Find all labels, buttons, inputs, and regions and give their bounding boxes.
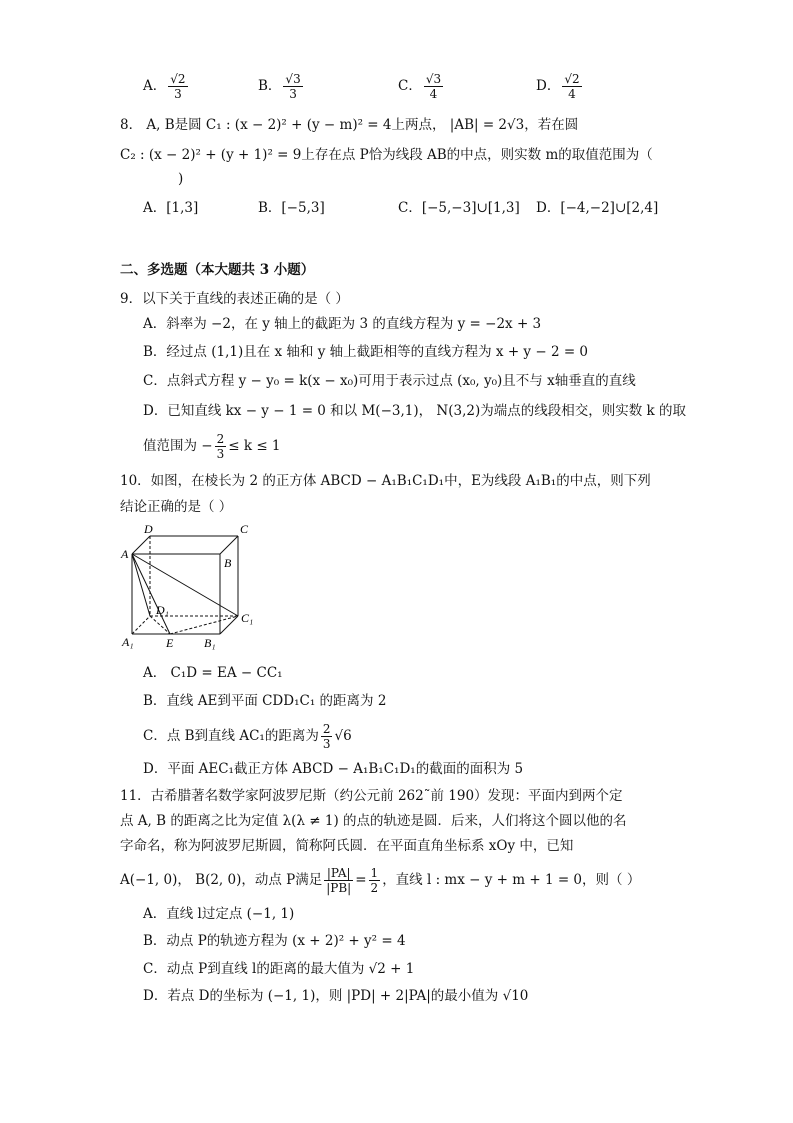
q8-line-3: ) <box>178 171 184 187</box>
q9-option-a: A．斜率为 −2，在 y 轴上的截距为 3 的直线方程为 y = −2x + 3 <box>143 316 542 332</box>
q7-option-d: D． $\frac{√2}{4}$ <box>536 72 580 101</box>
edge-CB <box>220 536 238 554</box>
q8-option-d: D．[−4,−2]∪[2,4] <box>536 200 659 216</box>
q10-stem-2: 结论正确的是（ ） <box>120 499 233 515</box>
line-EC1 <box>170 616 238 634</box>
cube-diagram <box>120 522 260 652</box>
q9-option-d-continued: 值范围为 − $\frac{2}{3}$ ≤ k ≤ 1 <box>143 432 281 461</box>
line-D1E <box>150 616 170 634</box>
q7-option-b: B． $\frac{√3}{3}$ <box>258 72 301 101</box>
q11-option-a: A．直线 l过定点 (−1, 1) <box>143 906 295 922</box>
q9-option-c: C．点斜式方程 y − y₀ = k(x − x₀)可用于表示过点 (x₀, y₀)且不与 x轴垂直的直线 <box>143 373 636 389</box>
q11-line-4: A(−1, 0)， B(2, 0)，动点 P满足 $\frac{|PA|}{|PB|}$ = $\frac{1}{2}$ ，直线 l : mx − y + m + 1 = 0，则（ ） <box>120 866 641 895</box>
label-D1: D₁ <box>156 603 169 617</box>
label-E: E <box>166 636 174 650</box>
q10-option-a: A． C₁D = EA − CC₁ <box>143 665 283 681</box>
q9-option-b: B．经过点 (1,1)且在 x 轴和 y 轴上截距相等的直线方程为 x + y − 2 = 0 <box>143 344 589 360</box>
q10-option-d: D．平面 AEC₁截正方体 ABCD − A₁B₁C₁D₁的截面的面积为 5 <box>143 761 524 777</box>
q11-option-b: B．动点 P的轨迹方程为 (x + 2)² + y² = 4 <box>143 933 406 949</box>
label-A: A <box>121 547 129 561</box>
label-D: D <box>144 522 153 536</box>
q7-option-a: A． $\frac{√2}{3}$ <box>143 72 186 101</box>
cube-figure <box>120 522 260 652</box>
q11-line-1: 11．古希腊著名数学家阿波罗尼斯（约公元前 262˜前 190）发现：平面内到两个定 <box>120 788 623 804</box>
q9-stem: 9．以下关于直线的表述正确的是（ ） <box>120 291 349 307</box>
q10-stem-1: 10．如图，在棱长为 2 的正方体 ABCD − A₁B₁C₁D₁中，E为线段 A₁B₁的中点，则下列 <box>120 473 651 489</box>
q8-option-b: B．[−5,3] <box>258 200 325 216</box>
q8-line-1: 8． A, B是圆 C₁ : (x − 2)² + (y − m)² = 4上两点， |AB| = 2√3，若在圆 <box>120 117 579 133</box>
q11-line-2: 点 A, B 的距离之比为定值 λ(λ ≠ 1) 的点的轨迹是圆．后来，人们将这个圆以他的名 <box>120 813 627 829</box>
line-AC1 <box>132 554 238 616</box>
q11-option-d: D．若点 D的坐标为 (−1, 1)，则 |PD| + 2|PA|的最小值为 √10 <box>143 988 529 1004</box>
label-A1: A₁ <box>122 635 134 649</box>
q8-line-2: C₂ : (x − 2)² + (y + 1)² = 9上存在点 P恰为线段 AB的中点，则实数 m的取值范围为（ <box>120 147 653 163</box>
q11-option-c: C．动点 P到直线 l的距离的最大值为 √2 + 1 <box>143 961 415 977</box>
edge-A1D1 <box>132 616 150 634</box>
line-AE <box>132 554 170 634</box>
q7-option-c: C． $\frac{√3}{4}$ <box>398 72 442 101</box>
q9-option-d: D．已知直线 kx − y − 1 = 0 和以 M(−3,1)， N(3,2)为端点的线段相交，则实数 k 的取 <box>143 403 686 419</box>
q8-option-a: A．[1,3] <box>143 200 199 216</box>
label-C1: C₁ <box>241 611 254 625</box>
section-header: 二、多选题（本大题共 3 小题） <box>120 262 315 278</box>
q8-option-c: C．[−5,−3]∪[1,3] <box>398 200 520 216</box>
label-C: C <box>240 522 249 536</box>
label-B1: B₁ <box>204 636 216 650</box>
q10-option-c: C．点 B到直线 AC₁的距离为 $\frac{2}{3}$ √6 <box>143 722 352 751</box>
label-B: B <box>224 556 232 570</box>
q11-line-3: 字命名，称为阿波罗尼斯圆，简称阿氏圆．在平面直角坐标系 xOy 中，已知 <box>120 838 574 854</box>
q10-option-b: B．直线 AE到平面 CDD₁C₁ 的距离为 2 <box>143 693 387 709</box>
edge-AD <box>132 536 150 554</box>
